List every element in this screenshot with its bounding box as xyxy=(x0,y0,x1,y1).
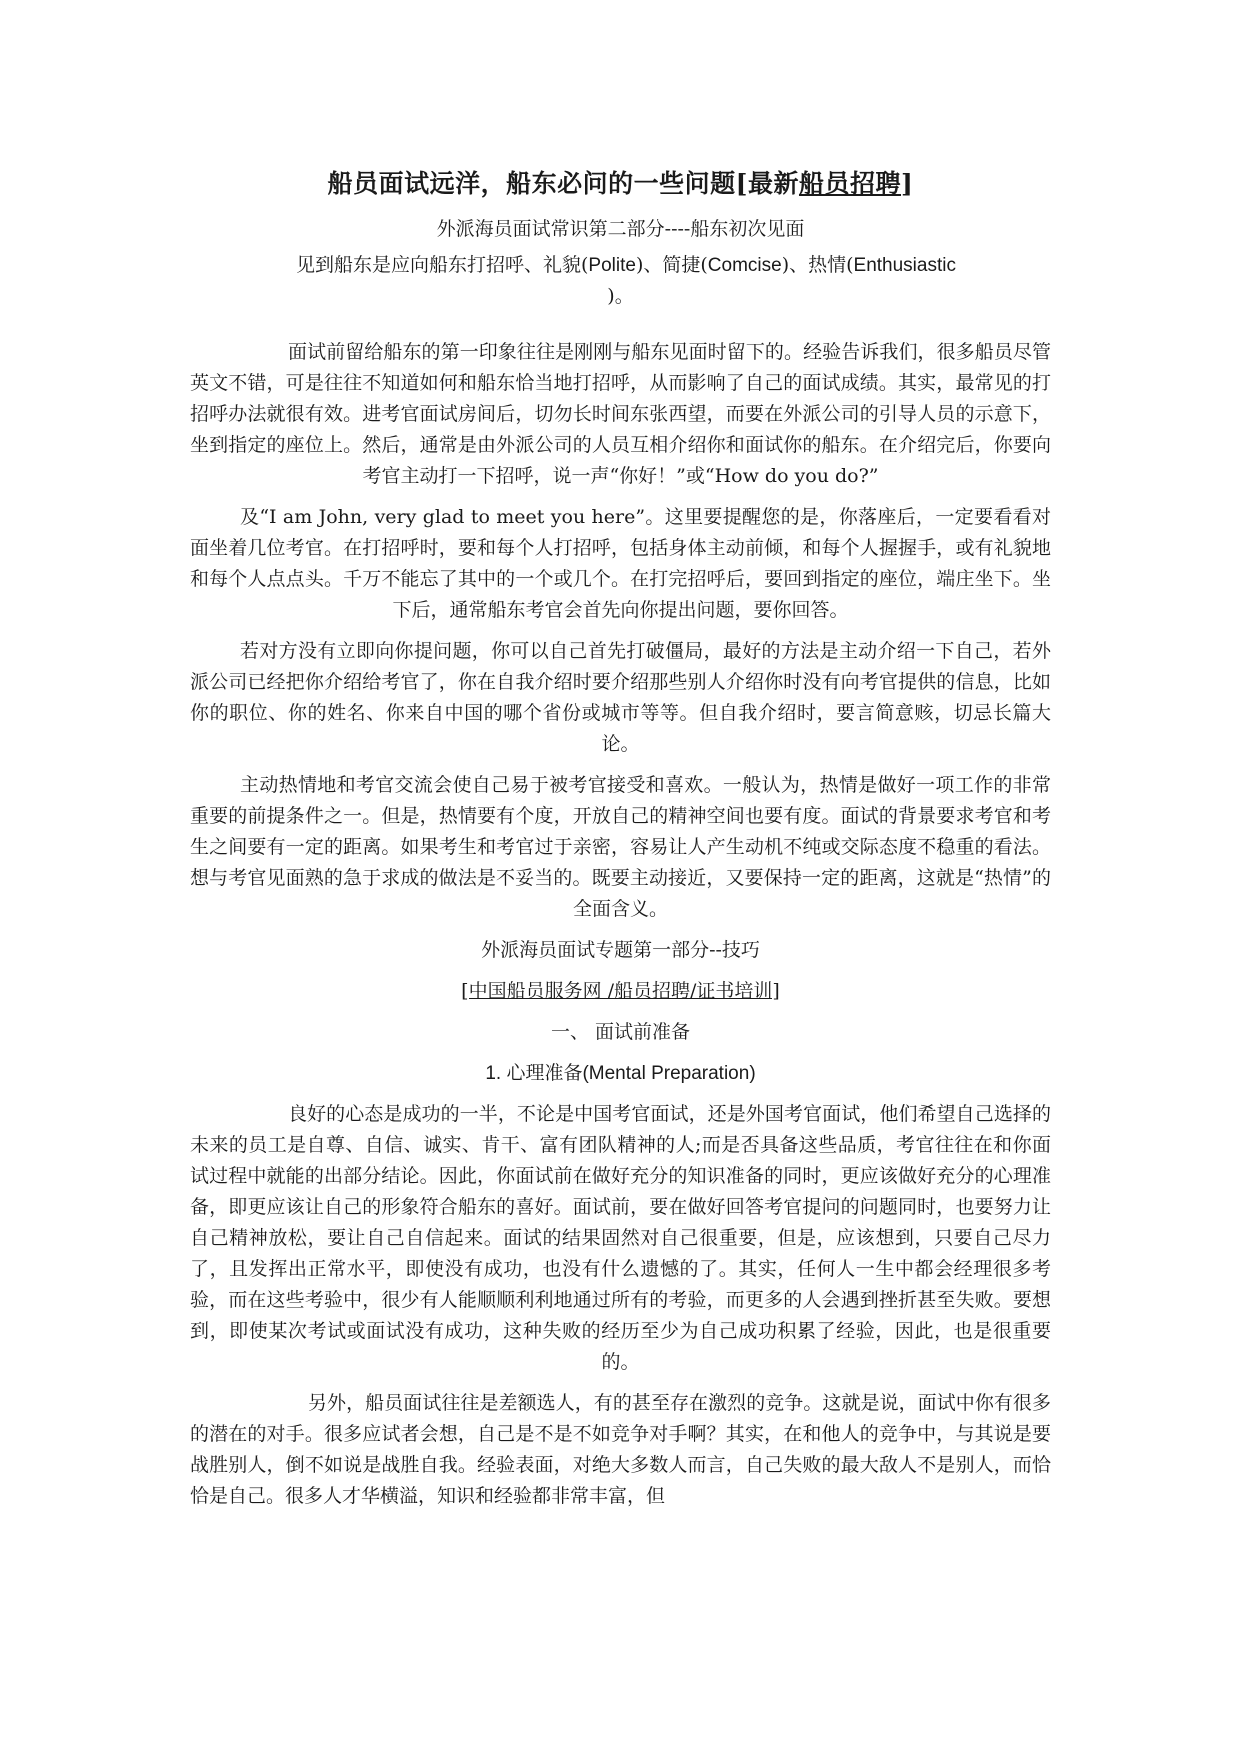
subtitle: 外派海员面试常识第二部分----船东初次见面 xyxy=(436,218,805,240)
paragraph-mental-state: 良好的心态是成功的一半，不论是中国考官面试，还是外国考官面试，他们希望自己选择的未来的员工是自尊、自信、诚实、肯干、富有团队精神的人;而是否具备这些品质，考官往往在和你面试过程中就能的出部分结论。因此，你面试前在做好充分的知识准备的同时，更应该做好充分的心理准备，即更应该让自己的形象符合船东的喜好。面试前，要在做好回答考官提问的问题同时，也要努力让自己精神放松，要让自己自信起来。面试的结果固然对自己很重要，但是，应该想到，只要自己尽力了，且发挥出正常水平，即使没有成功，也没有什么遗憾的了。其实，任何人一生中都会经理很多考验，而在这些考验中，很少有人能顺顺利利地通过所有的考验，而更多的人会遇到挫折甚至失败。要想到，即使某次考试或面试没有成功，这种失败的经历至少为自己成功积累了经验，因此，也是很重要的。 xyxy=(190,1103,1051,1373)
greeting-part-a: 见到船东是应向船东打招呼、礼貌( xyxy=(296,254,589,276)
greeting-end: )。 xyxy=(607,285,634,307)
title-link[interactable]: 船员招聘 xyxy=(798,169,901,198)
site-link[interactable]: [中国船员服务网 /船员招聘/证书培训] xyxy=(461,980,780,1002)
greeting-polite: Polite xyxy=(588,255,636,276)
paragraph-self-introduction: 若对方没有立即向你提问题，你可以自己首先打破僵局，最好的方法是主动介绍一下自己，若外派公司已经把你介绍给考官了，你在自我介绍时要介绍那些别人介绍你时没有向考官提供的信息，比如你的职位、你的姓名、你来自中国的哪个省份或城市等等。但自我介绍时，要言简意赅，切忌长篇大论。 xyxy=(190,640,1051,755)
title-text: 船员面试远洋，船东必问的一些问题[最新 xyxy=(327,169,799,198)
paragraph-first-impression: 面试前留给船东的第一印象往往是刚刚与船东见面时留下的。经验告诉我们，很多船员尽管英文不错，可是往往不知道如何和船东恰当地打招呼，从而影响了自己的面试成绩。其实，最常见的打招呼办法就很有效。进考官面试房间后，切勿长时间东张西望，而要在外派公司的引导人员的示意下，坐到指定的座位上。然后，通常是由外派公司的人员互相介绍你和面试你的船东。在介绍完后，你要向考官主动打一下招呼，说一声“你好！”或“How do you do?” xyxy=(190,341,1051,487)
title-bracket: ] xyxy=(901,169,914,198)
paragraph-greeting-tips: 及“I am John, very glad to meet you here”。这里要提醒您的是，你落座后，一定要看看对面坐着几位考官。在打招呼时，要和每个人打招呼，包括身体主动前倾，和每个人握握手，或有礼貌地和每个人点点头。千万不能忘了其中的一个或几个。在打完招呼后，要回到指定的座位，端庄坐下。坐下后，通常船东考官会首先向你提出问题，要你回答。 xyxy=(190,506,1051,621)
heading-mental-preparation: 1. 心理准备(Mental Preparation) xyxy=(485,1063,756,1084)
document-title xyxy=(190,166,1051,202)
paragraph-enthusiasm: 主动热情地和考官交流会使自己易于被考官接受和喜欢。一般认为，热情是做好一项工作的非常重要的前提条件之一。但是，热情要有个度，开放自己的精神空间也要有度。面试的背景要求考官和考生之间要有一定的距离。如果考生和考官过于亲密，容易让人产生动机不纯或交际态度不稳重的看法。想与考官见面熟的急于求成的做法是不妥当的。既要主动接近，又要保持一定的距离，这就是“热情”的全面含义。 xyxy=(190,774,1051,920)
paragraph-competition: 另外，船员面试往往是差额选人，有的甚至存在激烈的竞争。这就是说，面试中你有很多的潜在的对手。很多应试者会想，自己是不是不如竞争对手啊？其实，在和他人的竞争中，与其说是要战胜别人，倒不如说是战胜自我。经验表面，对绝大多数人而言，自己失败的最大敌人不是别人，而恰恰是自己。很多人才华横溢，知识和经验都非常丰富，但 xyxy=(190,1392,1051,1507)
greeting-enthusiastic: Enthusiastic xyxy=(853,255,956,276)
greeting-part-c: )、热情( xyxy=(781,254,854,276)
greeting-concise: Comcise xyxy=(707,255,782,276)
greeting-paragraph xyxy=(190,250,1051,311)
greeting-part-b: )、简捷( xyxy=(635,254,708,276)
heading-preparation: 一、 面试前准备 xyxy=(550,1021,691,1043)
section-title: 外派海员面试专题第一部分--技巧 xyxy=(481,939,760,961)
